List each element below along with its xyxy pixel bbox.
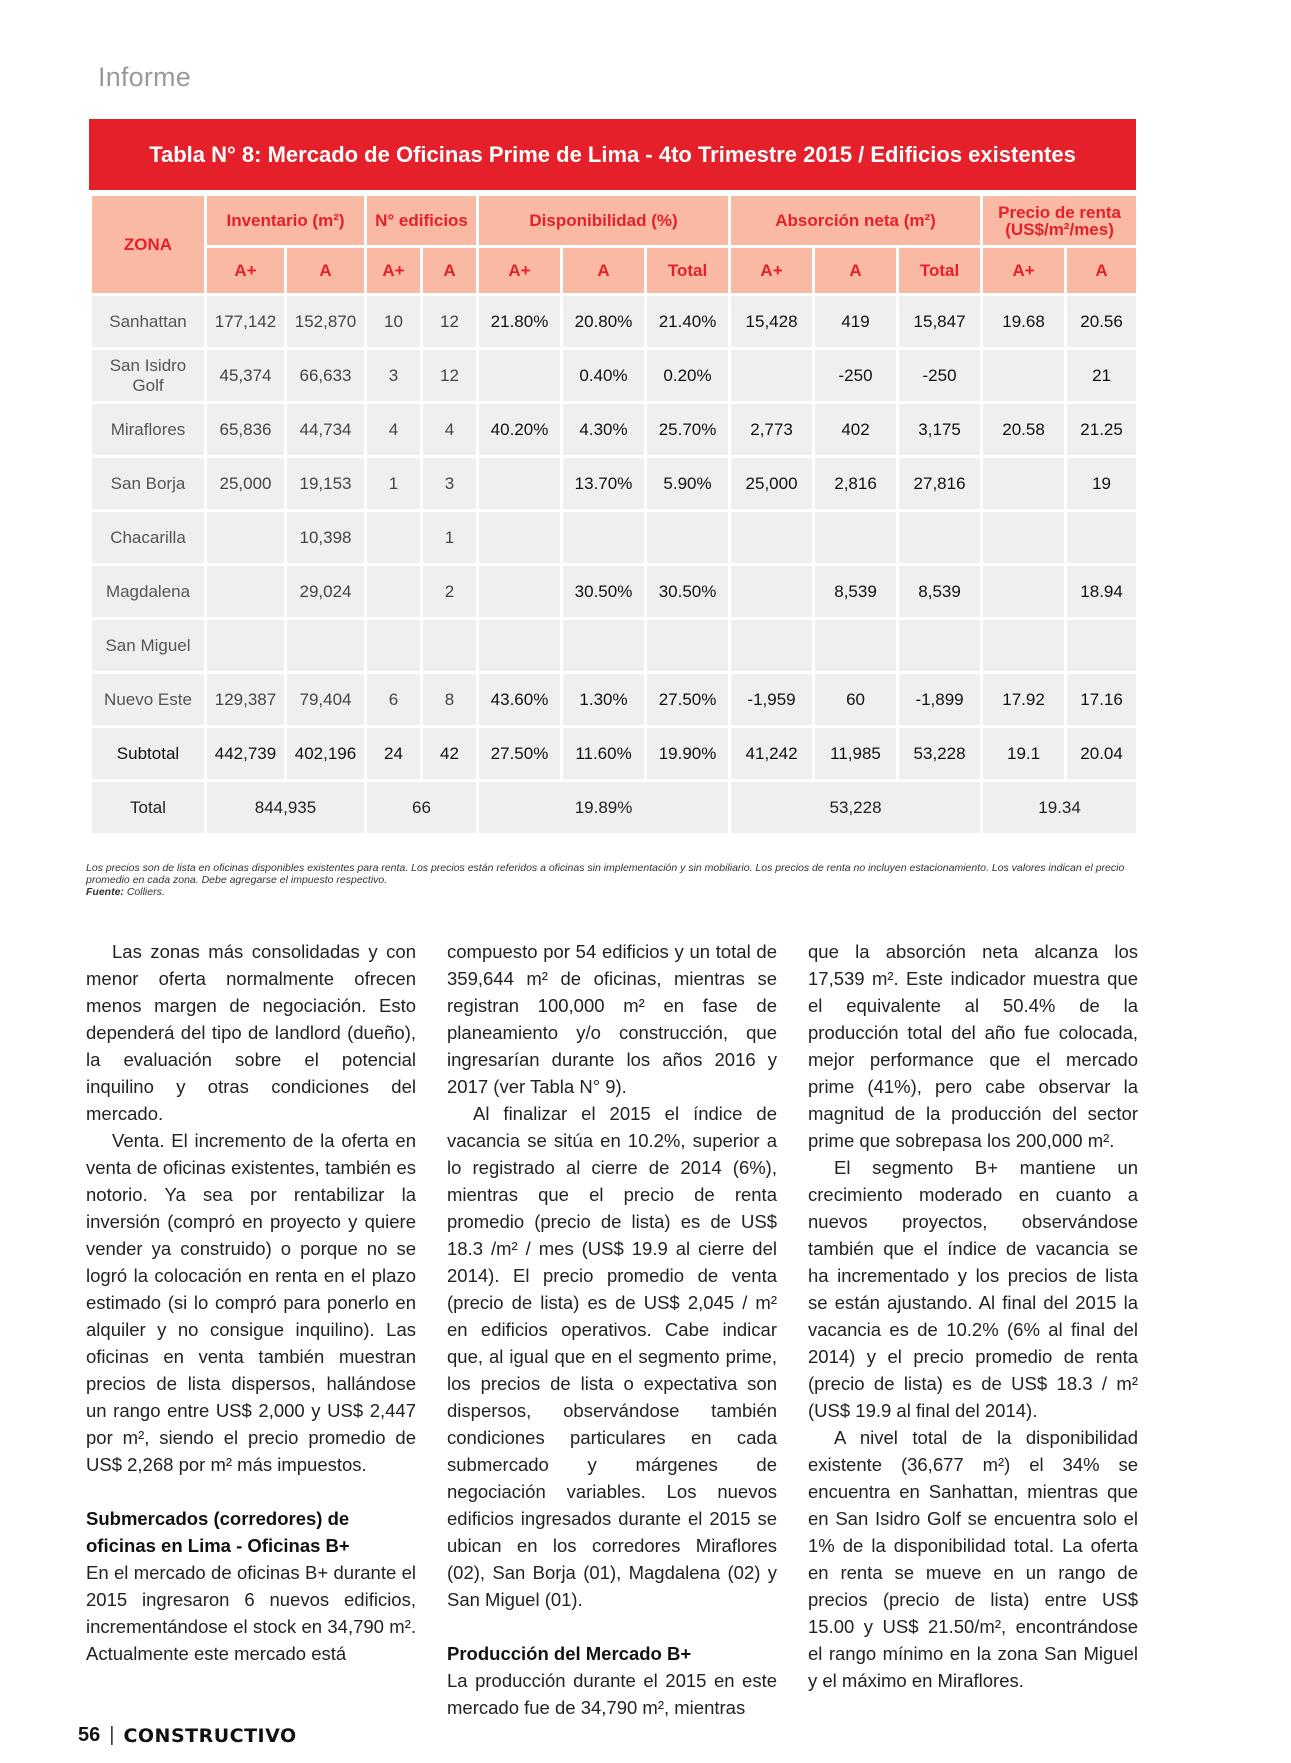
table-cell: [366, 565, 422, 619]
table-cell: 19.90%: [646, 727, 730, 781]
table-row: [91, 457, 1138, 511]
table-cell: 8,539: [814, 565, 898, 619]
page-footer: [78, 1724, 297, 1747]
table-cell: 27.50%: [478, 727, 562, 781]
subheader: A+: [730, 247, 814, 295]
table-cell: 44,734: [286, 403, 366, 457]
subheader: A+: [206, 247, 286, 295]
table-cell: 19.1: [982, 727, 1066, 781]
zone-cell: San Isidro Golf: [91, 349, 206, 403]
table-cell: [206, 511, 286, 565]
table-cell: 1: [422, 511, 478, 565]
paragraph: compuesto por 54 edificios y un total de 359,644 m² de oficinas, mientras se registran 100,000 m² en fase de planeamiento y/o construcción, que ingresarían durante los años 2016 y 2017 (ver Tabla N° 9).: [447, 941, 777, 1097]
magazine-brand: CONSTRUCTIVO: [123, 1724, 297, 1747]
section-label: Informe: [98, 62, 191, 92]
subheader: A+: [478, 247, 562, 295]
table-cell: [478, 565, 562, 619]
table-cell: 129,387: [206, 673, 286, 727]
table-cell: 1.30%: [562, 673, 646, 727]
table-row: [91, 673, 1138, 727]
header-absorcion: Absorción neta (m²): [730, 195, 982, 247]
zone-cell: Miraflores: [91, 403, 206, 457]
table-cell: [366, 619, 422, 673]
table-cell: 10: [366, 295, 422, 349]
table-cell: 177,142: [206, 295, 286, 349]
subheader: A: [1066, 247, 1138, 295]
table-cell: 19,153: [286, 457, 366, 511]
table-row: [91, 565, 1138, 619]
table-cell: 2: [422, 565, 478, 619]
table-cell: 20.04: [1066, 727, 1138, 781]
table-cell: 66,633: [286, 349, 366, 403]
table-cell: 15,428: [730, 295, 814, 349]
table-cell: 24: [366, 727, 422, 781]
table-cell: [982, 511, 1066, 565]
header-disponibilidad: Disponibilidad (%): [478, 195, 730, 247]
article-column-2: [447, 938, 777, 1721]
subheader: A: [562, 247, 646, 295]
table-cell: 6: [366, 673, 422, 727]
table-cell: 0.40%: [562, 349, 646, 403]
table-cell: [422, 619, 478, 673]
note-text: Los precios son de lista en oficinas disponibles existentes para renta. Los precios están referidos a oficinas sin implementación y sin mobiliario. Los precios de renta no incluyen estacionamiento. Los valores indican el precio promedio en cada zona. Debe agregarse el impuesto respectivo.: [86, 862, 1125, 886]
zone-cell: Subtotal: [91, 727, 206, 781]
paragraph: El segmento B+ mantiene un crecimiento moderado en cuanto a nuevos proyectos, observándose también que el índice de vacancia se ha incrementado y los precios de lista se están ajustando. Al final del 2015 la vacancia es de 10.2% (6% al final del 2014) y el precio promedio de renta (precio de lista) es de US$ 18.3 / m² (US$ 19.9 al final del 2014).: [808, 1157, 1138, 1421]
paragraph: A nivel total de la disponibilidad existente (36,677 m²) el 34% se encuentra en Sanhattan, mientras que en San Isidro Golf se encuentra solo el 1% de la disponibilidad total. La oferta en renta se mueve en un rango de precios (precio de lista) entre US$ 15.00 y US$ 21.50/m², encontrándose el rango mínimo en la zona San Miguel y el máximo en Miraflores.: [808, 1427, 1138, 1691]
paragraph: La producción durante el 2015 en este mercado fue de 34,790 m², mientras: [447, 1670, 777, 1718]
table-cell: [730, 511, 814, 565]
article-column-1: [86, 938, 416, 1667]
table-title: Tabla N° 8: Mercado de Oficinas Prime de Lima - 4to Trimestre 2015 / Edificios existentes: [89, 119, 1136, 193]
table-cell: 25,000: [206, 457, 286, 511]
table-cell: [982, 619, 1066, 673]
table-cell: [562, 619, 646, 673]
paragraph: Al finalizar el 2015 el índice de vacancia se sitúa en 10.2%, superior a lo registrado al cierre de 2014 (6%), mientras que el precio de renta promedio (precio de lista) es de US$ 18.3 /m² / mes (US$ 19.9 al cierre del 2014). El precio promedio de venta (precio de lista) es de US$ 2,045 / m² en edificios operativos. Cabe indicar que, al igual que en el segmento prime, los precios de lista o expectativa son dispersos, observándose también condiciones particulares en cada submercado y márgenes de negociación variables. Los nuevos edificios ingresados durante el 2015 se ubican en los corredores Miraflores (02), San Borja (01), Magdalena (02) y San Miguel (01).: [447, 1103, 777, 1610]
table-cell: 4.30%: [562, 403, 646, 457]
table-cell: 20.58: [982, 403, 1066, 457]
table-cell: 30.50%: [562, 565, 646, 619]
table-cell: [1066, 619, 1138, 673]
table-cell: 4: [366, 403, 422, 457]
table-cell: 3,175: [898, 403, 982, 457]
market-table: [89, 119, 1136, 836]
table-cell: 21.80%: [478, 295, 562, 349]
header-precio: [982, 195, 1138, 247]
paragraph: Las zonas más consolidadas y con menor oferta normalmente ofrecen menos margen de negociación. Esto dependerá del tipo de landlord (dueño), la evaluación sobre el potencial inquilino y otras condiciones del mercado.: [86, 941, 416, 1124]
table-note: [86, 862, 1136, 898]
table-cell: [982, 565, 1066, 619]
table-cell: 53,228: [898, 727, 982, 781]
table-cell: 20.80%: [562, 295, 646, 349]
table-cell: 65,836: [206, 403, 286, 457]
table-cell: [898, 619, 982, 673]
table-cell: 41,242: [730, 727, 814, 781]
table-cell: 12: [422, 295, 478, 349]
table-cell: 10,398: [286, 511, 366, 565]
article-column-3: [808, 938, 1138, 1694]
table-cell: 402,196: [286, 727, 366, 781]
table-cell: -1,899: [898, 673, 982, 727]
table-cell: [478, 619, 562, 673]
subtotal-row: [91, 727, 1138, 781]
table-cell: 27,816: [898, 457, 982, 511]
table-cell: 8,539: [898, 565, 982, 619]
table-cell: 29,024: [286, 565, 366, 619]
table-cell: [814, 619, 898, 673]
subheader: A+: [366, 247, 422, 295]
table-cell: [562, 511, 646, 565]
source-text: Colliers.: [126, 886, 165, 898]
header-inventario: Inventario (m²): [206, 195, 366, 247]
table-row: [91, 511, 1138, 565]
table-cell: 11.60%: [562, 727, 646, 781]
table-cell: 13.70%: [562, 457, 646, 511]
table-cell: 3: [422, 457, 478, 511]
table-cell: 60: [814, 673, 898, 727]
header-zona: ZONA: [91, 195, 206, 295]
paragraph: que la absorción neta alcanza los 17,539 m². Este indicador muestra que el equivalente al 50.4% de la producción total del año fue colocada, mejor performance que el mercado prime (41%), pero cabe observar la magnitud de la producción del sector prime que sobrepasa los 200,000 m².: [808, 941, 1138, 1151]
table-cell: 8: [422, 673, 478, 727]
footer-separator: |: [109, 1724, 115, 1746]
table-cell: 11,985: [814, 727, 898, 781]
header-precio-line2: (US$/m²/mes): [1005, 219, 1114, 239]
total-row: [91, 781, 1138, 835]
subheader: Total: [646, 247, 730, 295]
subheading: Producción del Mercado B+: [447, 1643, 692, 1664]
total-disponibilidad: 19.89%: [478, 781, 730, 835]
page-number: 56: [78, 1724, 101, 1746]
table-cell: 27.50%: [646, 673, 730, 727]
table-cell: 21: [1066, 349, 1138, 403]
table-cell: 25,000: [730, 457, 814, 511]
table-cell: [366, 511, 422, 565]
table-cell: [478, 457, 562, 511]
table-cell: 1: [366, 457, 422, 511]
table-cell: 40.20%: [478, 403, 562, 457]
paragraph: Venta. El incremento de la oferta en venta de oficinas existentes, también es notorio. Ya sea por rentabilizar la inversión (compró en proyecto y quiere vender ya construido) o porque no se logró la colocación en renta en el plazo estimado (si lo compró para ponerlo en alquiler y no consigue inquilino). Las oficinas en venta también muestran precios de lista dispersos, hallándose un rango entre US$ 2,000 y US$ 2,447 por m², siendo el precio promedio de US$ 2,268 por m² más impuestos.: [86, 1130, 416, 1475]
total-inventario: 844,935: [206, 781, 366, 835]
table-cell: 4: [422, 403, 478, 457]
table-cell: [478, 349, 562, 403]
table-cell: 18.94: [1066, 565, 1138, 619]
table-cell: 30.50%: [646, 565, 730, 619]
zone-cell: San Borja: [91, 457, 206, 511]
table-cell: 17.16: [1066, 673, 1138, 727]
source-label: Fuente:: [86, 886, 124, 898]
table-cell: [730, 349, 814, 403]
table-cell: [730, 565, 814, 619]
table-cell: 17.92: [982, 673, 1066, 727]
table-cell: -250: [814, 349, 898, 403]
table-cell: [982, 457, 1066, 511]
table-cell: 19.68: [982, 295, 1066, 349]
table-row: [91, 295, 1138, 349]
subheader: A: [814, 247, 898, 295]
table-row: [91, 349, 1138, 403]
total-edificios: 66: [366, 781, 478, 835]
table-cell: -250: [898, 349, 982, 403]
table-cell: [478, 511, 562, 565]
subheading: Submercados (corredores) de oficinas en Lima - Oficinas B+: [86, 1508, 350, 1556]
total-label: Total: [91, 781, 206, 835]
paragraph: En el mercado de oficinas B+ durante el 2015 ingresaron 6 nuevos edificios, incrementándose el stock en 34,790 m². Actualmente este mercado está: [86, 1562, 416, 1664]
table-cell: 2,816: [814, 457, 898, 511]
table-cell: 19: [1066, 457, 1138, 511]
zone-cell: San Miguel: [91, 619, 206, 673]
subheader: A: [286, 247, 366, 295]
table-cell: [646, 511, 730, 565]
zone-cell: Sanhattan: [91, 295, 206, 349]
table-cell: 21.40%: [646, 295, 730, 349]
subheader: Total: [898, 247, 982, 295]
table-cell: 21.25: [1066, 403, 1138, 457]
table-cell: 79,404: [286, 673, 366, 727]
table-cell: [898, 511, 982, 565]
table-cell: 152,870: [286, 295, 366, 349]
table-cell: 12: [422, 349, 478, 403]
table-cell: 442,739: [206, 727, 286, 781]
table-cell: 43.60%: [478, 673, 562, 727]
table-cell: 25.70%: [646, 403, 730, 457]
zone-cell: Nuevo Este: [91, 673, 206, 727]
table-row: [91, 619, 1138, 673]
subheader: A: [422, 247, 478, 295]
data-table: [89, 193, 1139, 836]
table-row: [91, 403, 1138, 457]
table-cell: [982, 349, 1066, 403]
zone-cell: Chacarilla: [91, 511, 206, 565]
total-precio: 19.34: [982, 781, 1138, 835]
header-edificios: N° edificios: [366, 195, 478, 247]
table-cell: 5.90%: [646, 457, 730, 511]
table-cell: [814, 511, 898, 565]
table-cell: 419: [814, 295, 898, 349]
subheader: A+: [982, 247, 1066, 295]
zone-cell: Magdalena: [91, 565, 206, 619]
table-cell: 3: [366, 349, 422, 403]
table-cell: [730, 619, 814, 673]
table-cell: [1066, 511, 1138, 565]
table-cell: 0.20%: [646, 349, 730, 403]
header-precio-line1: Precio de renta: [998, 202, 1121, 222]
table-cell: 45,374: [206, 349, 286, 403]
table-cell: [286, 619, 366, 673]
table-cell: 402: [814, 403, 898, 457]
table-cell: 20.56: [1066, 295, 1138, 349]
total-absorcion: 53,228: [730, 781, 982, 835]
table-cell: 15,847: [898, 295, 982, 349]
table-cell: [206, 619, 286, 673]
table-cell: [206, 565, 286, 619]
table-cell: 42: [422, 727, 478, 781]
table-cell: -1,959: [730, 673, 814, 727]
table-cell: [646, 619, 730, 673]
table-cell: 2,773: [730, 403, 814, 457]
